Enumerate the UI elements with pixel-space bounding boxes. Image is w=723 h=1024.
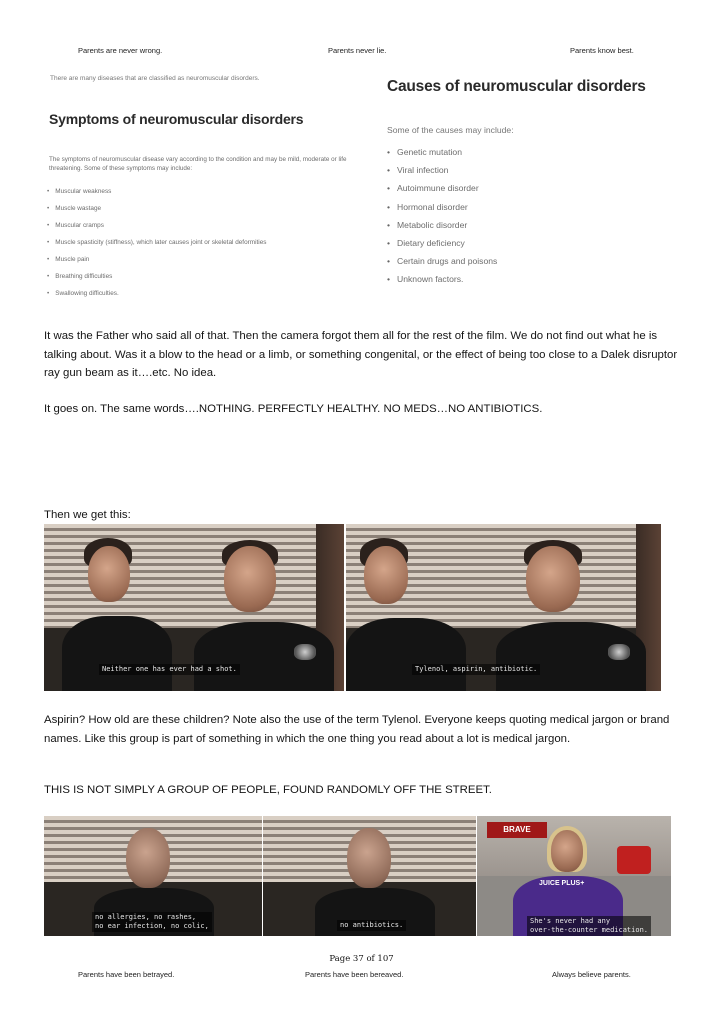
face — [224, 546, 276, 612]
list-item: • Dietary deficiency — [387, 234, 497, 252]
page-number: Page 37 of 107 — [329, 954, 394, 964]
shirt-logo-icon — [294, 644, 316, 660]
symptoms-list — [47, 183, 266, 302]
list-item: • Genetic mutation — [387, 143, 497, 161]
list-item: • Certain drugs and poisons — [387, 252, 497, 270]
face — [126, 828, 170, 888]
shirt — [62, 616, 172, 691]
list-item: • Muscular cramps — [47, 217, 266, 234]
list-item: • Autoimmune disorder — [387, 179, 497, 197]
video-still-3 — [44, 816, 262, 936]
face — [551, 830, 583, 872]
causes-title: Causes of neuromuscular disorders — [387, 78, 646, 95]
header-left-slogan: Parents are never wrong. — [78, 46, 163, 55]
paragraph-not-random: THIS IS NOT SIMPLY A GROUP OF PEOPLE, FOUND RANDOMLY OFF THE STREET. — [44, 784, 492, 796]
subtitle-caption: Neither one has ever had a shot. — [99, 664, 240, 675]
paragraph-nothing: It goes on. The same words….NOTHING. PERFECTLY HEALTHY. NO MEDS…NO ANTIBIOTICS. — [44, 403, 543, 415]
paragraph-aspirin: Aspirin? How old are these children? Note also the use of the term Tylenol. Everyone keeps quoting medical jargon or brand names. Like this group is part of something in which the one thing you read about a lot is medical jargon. — [44, 714, 670, 745]
list-item: • Unknown factors. — [387, 270, 497, 288]
list-item: • Viral infection — [387, 161, 497, 179]
face — [88, 546, 130, 602]
red-bag — [617, 846, 651, 874]
causes-panel — [383, 68, 683, 306]
subtitle-caption: no allergies, no rashes, no ear infection, no colic, — [92, 912, 212, 932]
face — [347, 828, 391, 888]
causes-list — [387, 143, 497, 289]
paragraph-father: It was the Father who said all of that. Then the camera forgot them all for the rest of the film. We do not find out what he is talking about. Was it a blow to the head or a limb, or something congenital, or the effect of being too close to a Dalek disruptor ray gun beam as it….etc. No idea. — [44, 330, 678, 379]
paragraph-then: Then we get this: — [44, 509, 131, 521]
shirt — [346, 618, 466, 691]
list-item: • Breathing difficulties — [47, 268, 266, 285]
footer-right-slogan: Always believe parents. — [552, 970, 631, 979]
subtitle-caption: no antibiotics. — [337, 920, 406, 931]
list-item: • Swallowing difficulties. — [47, 285, 266, 302]
header-right-slogan: Parents know best. — [570, 46, 634, 55]
list-item: • Metabolic disorder — [387, 216, 497, 234]
video-still-2 — [346, 524, 661, 691]
footer-left-slogan: Parents have been betrayed. — [78, 970, 175, 979]
video-still-1 — [44, 524, 344, 691]
video-still-5 — [477, 816, 671, 936]
shirt-logo-icon — [608, 644, 630, 660]
symptoms-title: Symptoms of neuromuscular disorders — [49, 111, 304, 127]
symptoms-intro: There are many diseases that are classified as neuromuscular disorders. — [50, 75, 260, 82]
list-item: • Muscle spasticity (stiffness), which later causes joint or skeletal deformities — [47, 234, 266, 251]
face — [526, 546, 580, 612]
shirt-text: JUICE PLUS+ — [539, 880, 585, 887]
list-item: • Muscle pain — [47, 251, 266, 268]
face — [364, 546, 408, 604]
subtitle-caption: Tylenol, aspirin, antibiotic. — [412, 664, 540, 675]
subtitle-caption: She's never had any over-the-counter medication. — [527, 916, 651, 936]
header-center-slogan: Parents never lie. — [328, 46, 387, 55]
video-still-4 — [263, 816, 476, 936]
list-item: • Hormonal disorder — [387, 198, 497, 216]
symptoms-description: The symptoms of neuromuscular disease vary according to the condition and may be mild, moderate or life threatening. Some of these symptoms may include: — [49, 156, 347, 172]
list-item: • Muscle wastage — [47, 200, 266, 217]
sign-banner: BRAVE — [487, 822, 547, 838]
list-item: • Muscular weakness — [47, 183, 266, 200]
causes-subtitle: Some of the causes may include: — [387, 125, 514, 135]
symptoms-panel — [44, 68, 364, 306]
footer-center-slogan: Parents have been bereaved. — [305, 970, 404, 979]
